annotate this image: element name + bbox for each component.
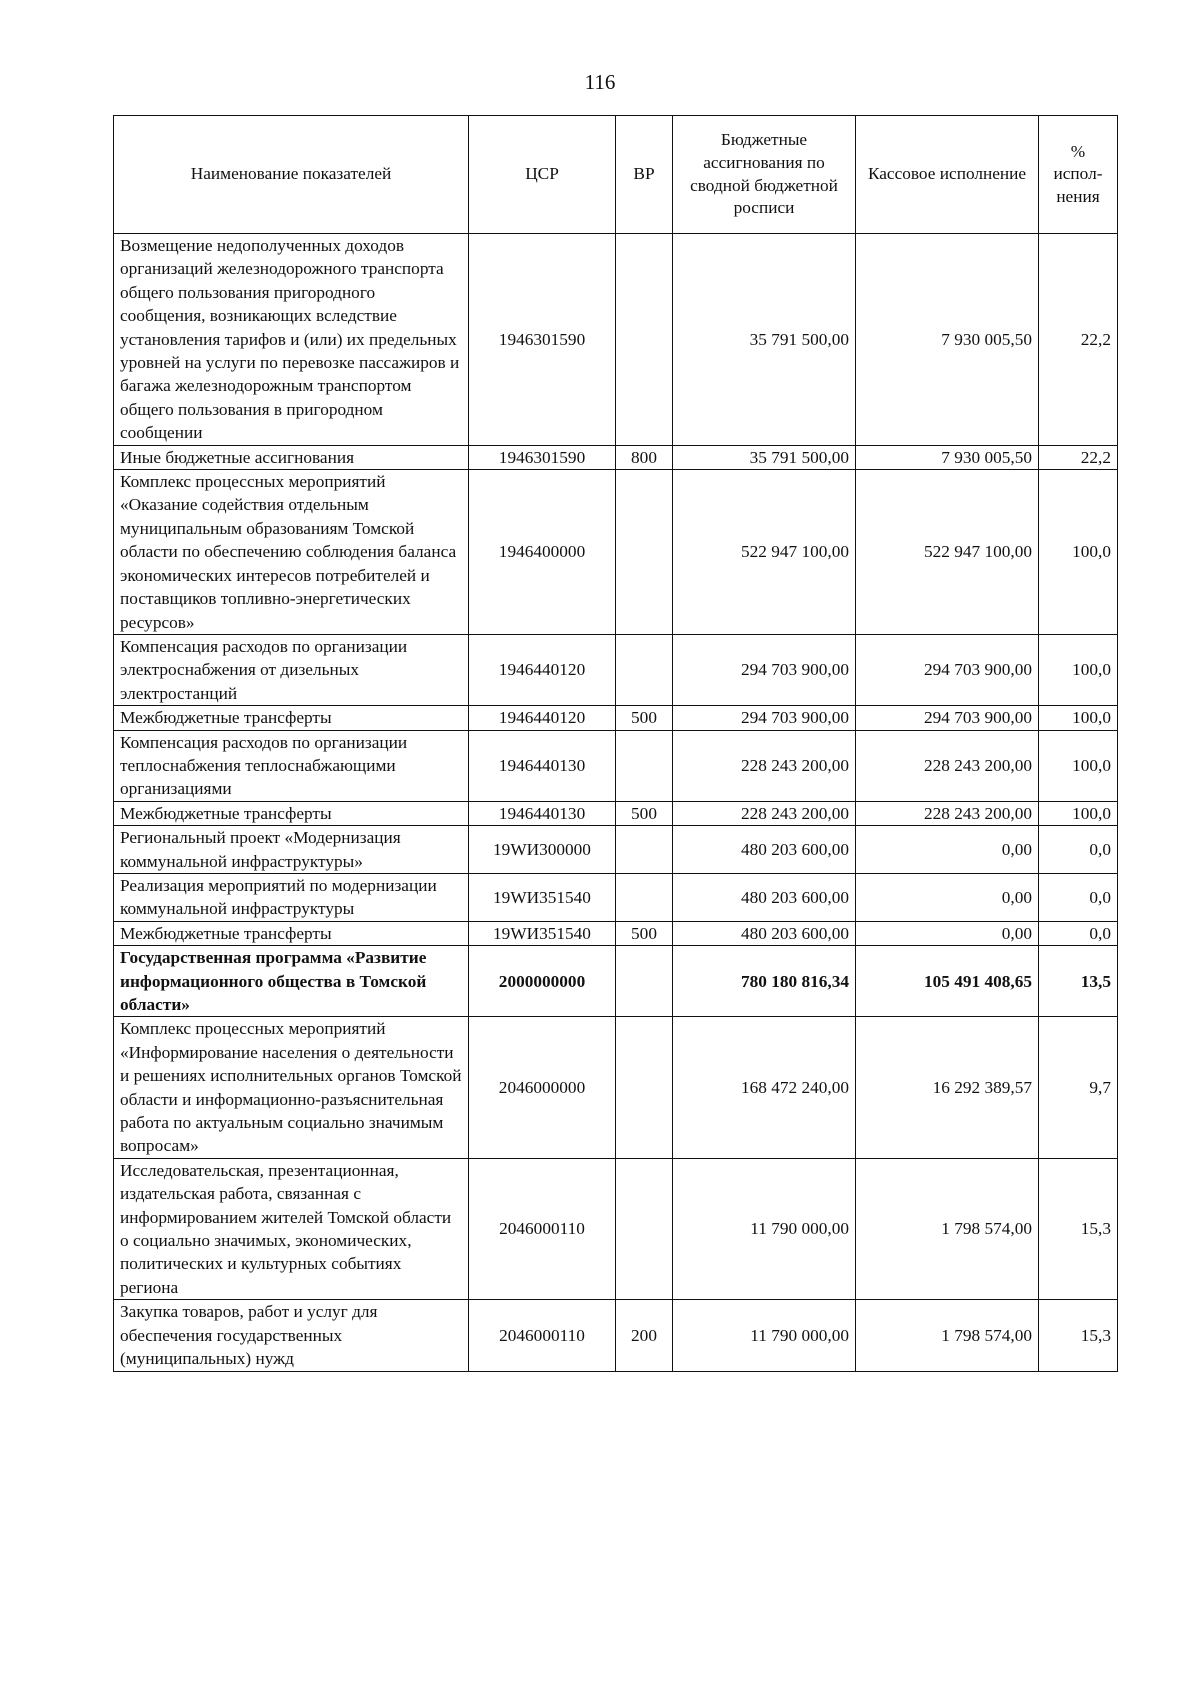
table-row bbox=[114, 445, 1118, 469]
row-cash: 0,00 bbox=[856, 826, 1039, 874]
row-budget: 780 180 816,34 bbox=[673, 946, 856, 1017]
row-vr: 500 bbox=[616, 921, 673, 945]
row-name: Компенсация расходов по организации электроснабжения от дизельных электростанций bbox=[114, 634, 469, 705]
header-cash: Кассовое исполнение bbox=[856, 116, 1039, 234]
row-pct: 22,2 bbox=[1039, 445, 1118, 469]
row-pct: 22,2 bbox=[1039, 234, 1118, 446]
row-pct: 9,7 bbox=[1039, 1017, 1118, 1158]
row-budget: 11 790 000,00 bbox=[673, 1158, 856, 1299]
row-name: Региональный проект «Модернизация коммунальной инфраструктуры» bbox=[114, 826, 469, 874]
row-vr bbox=[616, 946, 673, 1017]
row-cash: 105 491 408,65 bbox=[856, 946, 1039, 1017]
row-budget: 294 703 900,00 bbox=[673, 634, 856, 705]
row-csr: 2046000110 bbox=[469, 1158, 616, 1299]
row-vr bbox=[616, 730, 673, 801]
row-name: Реализация мероприятий по модернизации коммунальной инфраструктуры bbox=[114, 873, 469, 921]
row-budget: 480 203 600,00 bbox=[673, 826, 856, 874]
row-name: Межбюджетные трансферты bbox=[114, 706, 469, 730]
row-vr bbox=[616, 873, 673, 921]
row-pct: 0,0 bbox=[1039, 921, 1118, 945]
header-budget: Бюджетные ассигнования по сводной бюджетной росписи bbox=[673, 116, 856, 234]
row-csr: 19WИ300000 bbox=[469, 826, 616, 874]
row-name: Иные бюджетные ассигнования bbox=[114, 445, 469, 469]
table-row bbox=[114, 730, 1118, 801]
row-vr: 200 bbox=[616, 1300, 673, 1371]
table-row bbox=[114, 234, 1118, 446]
row-vr bbox=[616, 634, 673, 705]
row-csr: 1946440120 bbox=[469, 706, 616, 730]
table-row-program bbox=[114, 946, 1118, 1017]
row-budget: 228 243 200,00 bbox=[673, 730, 856, 801]
row-name: Государственная программа «Развитие информационного общества в Томской области» bbox=[114, 946, 469, 1017]
row-cash: 522 947 100,00 bbox=[856, 470, 1039, 635]
row-vr bbox=[616, 826, 673, 874]
row-cash: 0,00 bbox=[856, 873, 1039, 921]
row-budget: 168 472 240,00 bbox=[673, 1017, 856, 1158]
table-row bbox=[114, 801, 1118, 825]
row-csr: 2000000000 bbox=[469, 946, 616, 1017]
row-csr: 19WИ351540 bbox=[469, 873, 616, 921]
row-cash: 7 930 005,50 bbox=[856, 234, 1039, 446]
table-row bbox=[114, 1017, 1118, 1158]
row-budget: 480 203 600,00 bbox=[673, 873, 856, 921]
row-pct: 100,0 bbox=[1039, 801, 1118, 825]
row-pct: 13,5 bbox=[1039, 946, 1118, 1017]
row-budget: 294 703 900,00 bbox=[673, 706, 856, 730]
row-pct: 0,0 bbox=[1039, 826, 1118, 874]
row-csr: 1946440130 bbox=[469, 801, 616, 825]
row-vr bbox=[616, 234, 673, 446]
header-pct: % испол-нения bbox=[1039, 116, 1118, 234]
row-pct: 15,3 bbox=[1039, 1300, 1118, 1371]
table-row bbox=[114, 921, 1118, 945]
row-name: Возмещение недополученных доходов организаций железнодорожного транспорта общего пользования пригородного сообщения, возникающих вследствие установления тарифов и (или) их предельных уровней на услуги по перевозке пассажиров и багажа железнодорожным транспортом общего пользования в пригородном сообщении bbox=[114, 234, 469, 446]
row-csr: 1946440130 bbox=[469, 730, 616, 801]
row-name: Комплекс процессных мероприятий «Оказание содействия отдельным муниципальным образованиям Томской области по обеспечению соблюдения баланса экономических интересов потребителей и поставщиков топливно-энергетических ресурсов» bbox=[114, 470, 469, 635]
row-name: Компенсация расходов по организации теплоснабжения теплоснабжающими организациями bbox=[114, 730, 469, 801]
row-cash: 228 243 200,00 bbox=[856, 801, 1039, 825]
row-budget: 480 203 600,00 bbox=[673, 921, 856, 945]
row-csr: 2046000110 bbox=[469, 1300, 616, 1371]
budget-execution-table bbox=[113, 115, 1118, 1372]
row-pct: 100,0 bbox=[1039, 470, 1118, 635]
row-name: Комплекс процессных мероприятий «Информирование населения о деятельности и решениях исполнительных органов Томской области и информационно-разъяснительная работа по актуальным социально значимым вопросам» bbox=[114, 1017, 469, 1158]
row-budget: 522 947 100,00 bbox=[673, 470, 856, 635]
row-pct: 100,0 bbox=[1039, 706, 1118, 730]
row-cash: 294 703 900,00 bbox=[856, 706, 1039, 730]
page-number: 116 bbox=[584, 70, 616, 94]
row-name: Исследовательская, презентационная, издательская работа, связанная с информированием жителей Томской области о социально значимых, экономических, политических и культурных событиях региона bbox=[114, 1158, 469, 1299]
row-csr: 2046000000 bbox=[469, 1017, 616, 1158]
row-cash: 228 243 200,00 bbox=[856, 730, 1039, 801]
row-pct: 0,0 bbox=[1039, 873, 1118, 921]
row-name: Межбюджетные трансферты bbox=[114, 921, 469, 945]
row-cash: 1 798 574,00 bbox=[856, 1300, 1039, 1371]
row-pct: 15,3 bbox=[1039, 1158, 1118, 1299]
row-cash: 1 798 574,00 bbox=[856, 1158, 1039, 1299]
row-vr: 500 bbox=[616, 801, 673, 825]
row-csr: 1946400000 bbox=[469, 470, 616, 635]
row-csr: 1946301590 bbox=[469, 234, 616, 446]
row-name: Межбюджетные трансферты bbox=[114, 801, 469, 825]
row-vr: 500 bbox=[616, 706, 673, 730]
row-cash: 0,00 bbox=[856, 921, 1039, 945]
row-budget: 228 243 200,00 bbox=[673, 801, 856, 825]
row-vr bbox=[616, 1017, 673, 1158]
header-csr: ЦСР bbox=[469, 116, 616, 234]
table-row bbox=[114, 470, 1118, 635]
row-vr bbox=[616, 470, 673, 635]
row-pct: 100,0 bbox=[1039, 634, 1118, 705]
row-csr: 19WИ351540 bbox=[469, 921, 616, 945]
table-row bbox=[114, 873, 1118, 921]
row-csr: 1946301590 bbox=[469, 445, 616, 469]
row-cash: 16 292 389,57 bbox=[856, 1017, 1039, 1158]
table-header-row bbox=[114, 116, 1118, 234]
table-row bbox=[114, 826, 1118, 874]
header-vr: ВР bbox=[616, 116, 673, 234]
row-csr: 1946440120 bbox=[469, 634, 616, 705]
row-budget: 11 790 000,00 bbox=[673, 1300, 856, 1371]
row-name: Закупка товаров, работ и услуг для обеспечения государственных (муниципальных) нужд bbox=[114, 1300, 469, 1371]
row-vr: 800 bbox=[616, 445, 673, 469]
row-cash: 294 703 900,00 bbox=[856, 634, 1039, 705]
row-pct: 100,0 bbox=[1039, 730, 1118, 801]
table-row bbox=[114, 1158, 1118, 1299]
header-name: Наименование показателей bbox=[114, 116, 469, 234]
table-row bbox=[114, 1300, 1118, 1371]
table-row bbox=[114, 706, 1118, 730]
row-vr bbox=[616, 1158, 673, 1299]
row-budget: 35 791 500,00 bbox=[673, 234, 856, 446]
row-budget: 35 791 500,00 bbox=[673, 445, 856, 469]
table-row bbox=[114, 634, 1118, 705]
row-cash: 7 930 005,50 bbox=[856, 445, 1039, 469]
